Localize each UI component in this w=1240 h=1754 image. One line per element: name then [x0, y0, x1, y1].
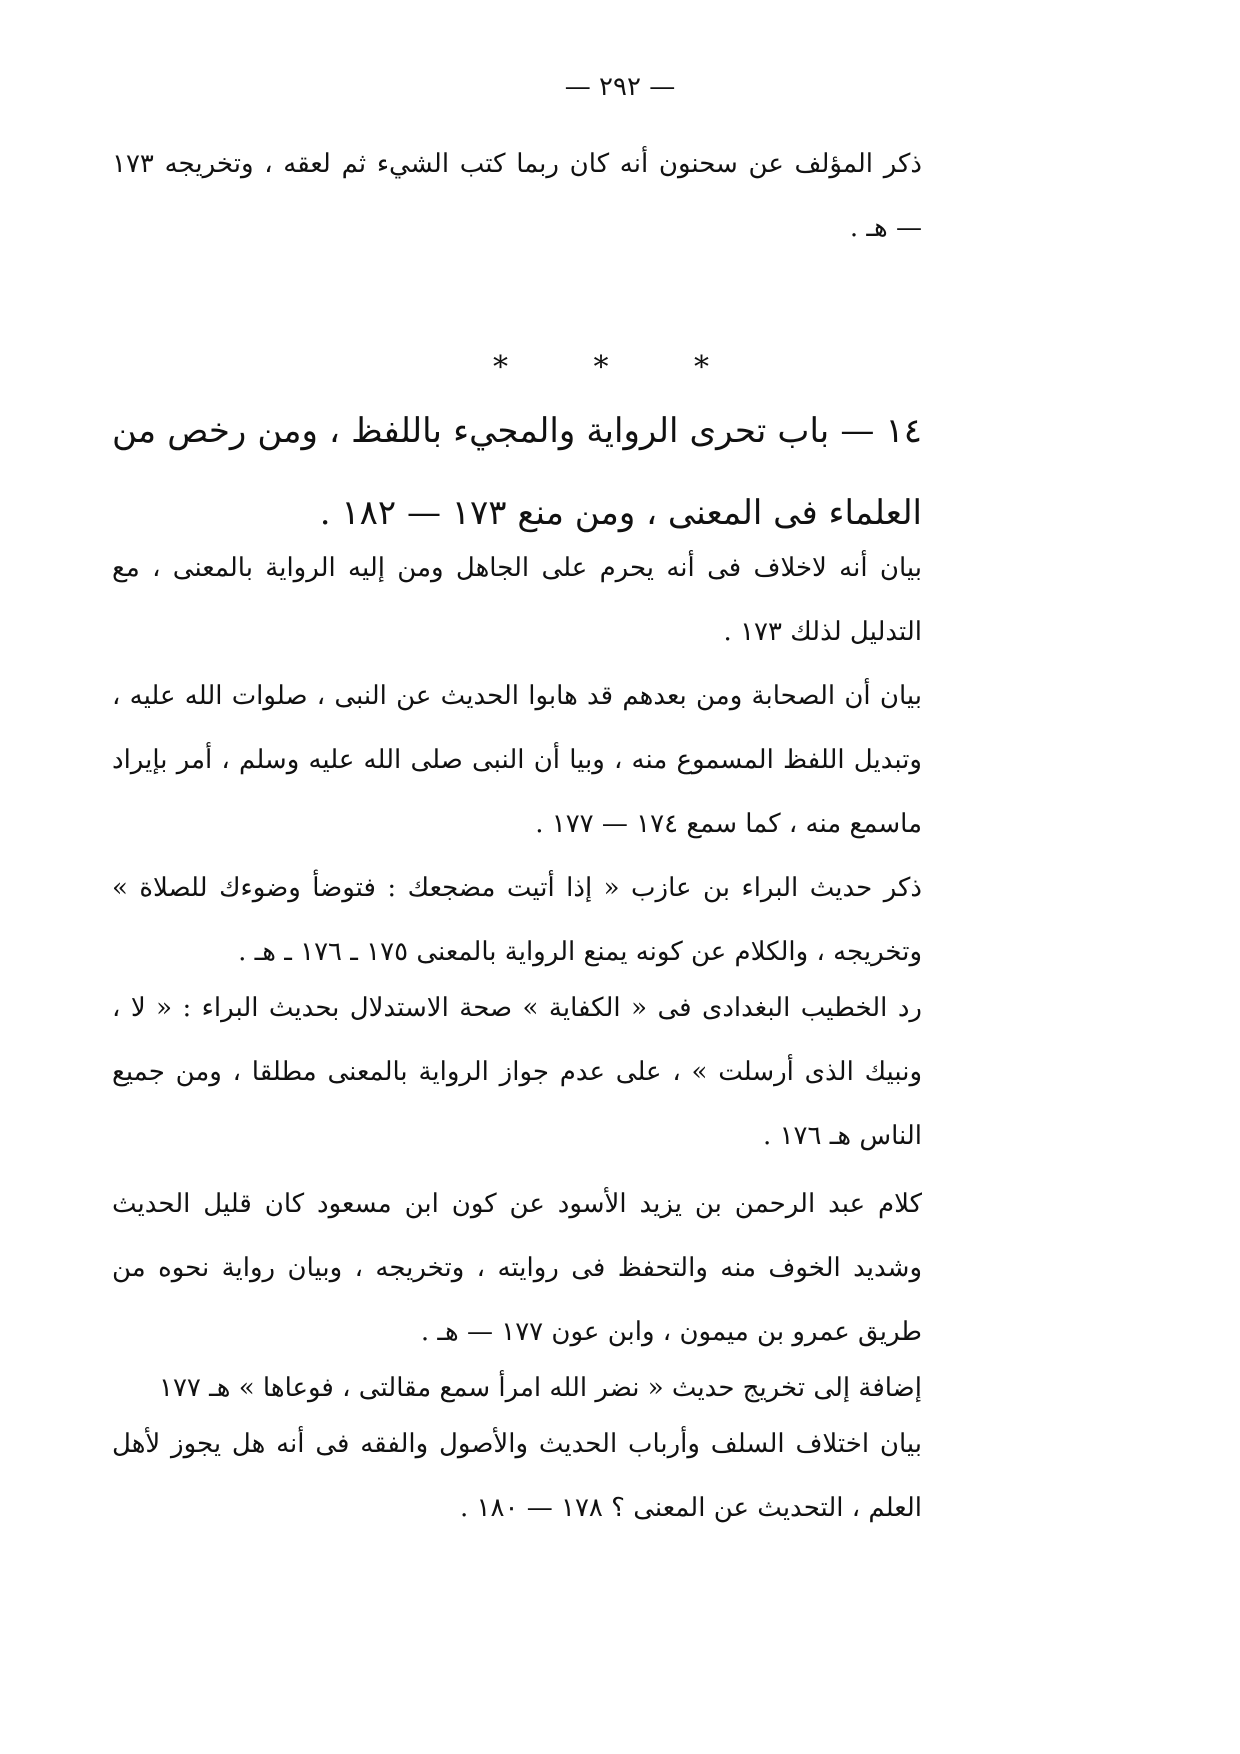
- paragraph-khatib-refutation: رد الخطيب البغدادى فى « الكفاية » صحة الاستدلال بحديث البراء : « لا ، ونبيك الذى أرسلت » ، على عدم جواز الرواية بالمعنى مطلقا ، ومن جميع الناس هـ ١٧٦ .: [112, 993, 922, 1151]
- paragraph-bara-hadith: ذكر حديث البراء بن عازب « إذا أتيت مضجعك : فتوضأ وضوءك للصلاة » وتخريجه ، والكلام عن كونه يمنع الرواية بالمعنى ١٧٥ ـ ١٧٦ ـ هـ .: [112, 873, 922, 967]
- chapter-heading: ١٤ — باب تحرى الرواية والمجيء باللفظ ، ومن رخص من العلماء فى المعنى ، ومن منع ١٧٣ — ١٨٢ .: [112, 411, 922, 533]
- paragraph-ignorant-narration: بيان أنه لاخلاف فى أنه يحرم على الجاهل ومن إليه الرواية بالمعنى ، مع التدليل لذلك ١٧٣ .: [112, 553, 922, 647]
- page-number: — ٢٩٢ —: [564, 72, 676, 102]
- section-separator: * * *: [492, 350, 748, 385]
- paragraph-companions-caution: بيان أن الصحابة ومن بعدهم قد هابوا الحديث عن النبى ، صلوات الله عليه ، وتبديل اللفظ المسموع منه ، وبيا أن النبى صلى الله عليه وسلم ، أمر بإيراد ماسمع منه ، كما سمع ١٧٤ — ١٧٧ .: [112, 681, 922, 839]
- paragraph-sahnun-note: ذكر المؤلف عن سحنون أنه كان ربما كتب الشيء ثم لعقه ، وتخريجه ١٧٣ — هـ .: [112, 149, 922, 243]
- paragraph-ibn-masud: كلام عبد الرحمن بن يزيد الأسود عن كون ابن مسعود كان قليل الحديث وشديد الخوف منه والتحفظ فى روايته ، وتخريجه ، وبيان رواية نحوه من طريق عمرو بن ميمون ، وابن عون ١٧٧ — هـ .: [112, 1189, 922, 1347]
- paragraph-scholars-disagreement: بيان اختلاف السلف وأرباب الحديث والأصول والفقه فى أنه هل يجوز لأهل العلم ، التحديث عن المعنى ؟ ١٧٨ — ١٨٠ .: [112, 1429, 922, 1523]
- paragraph-nadara-hadith: إضافة إلى تخريج حديث « نضر الله امرأ سمع مقالتى ، فوعاها » هـ ١٧٧: [159, 1373, 922, 1403]
